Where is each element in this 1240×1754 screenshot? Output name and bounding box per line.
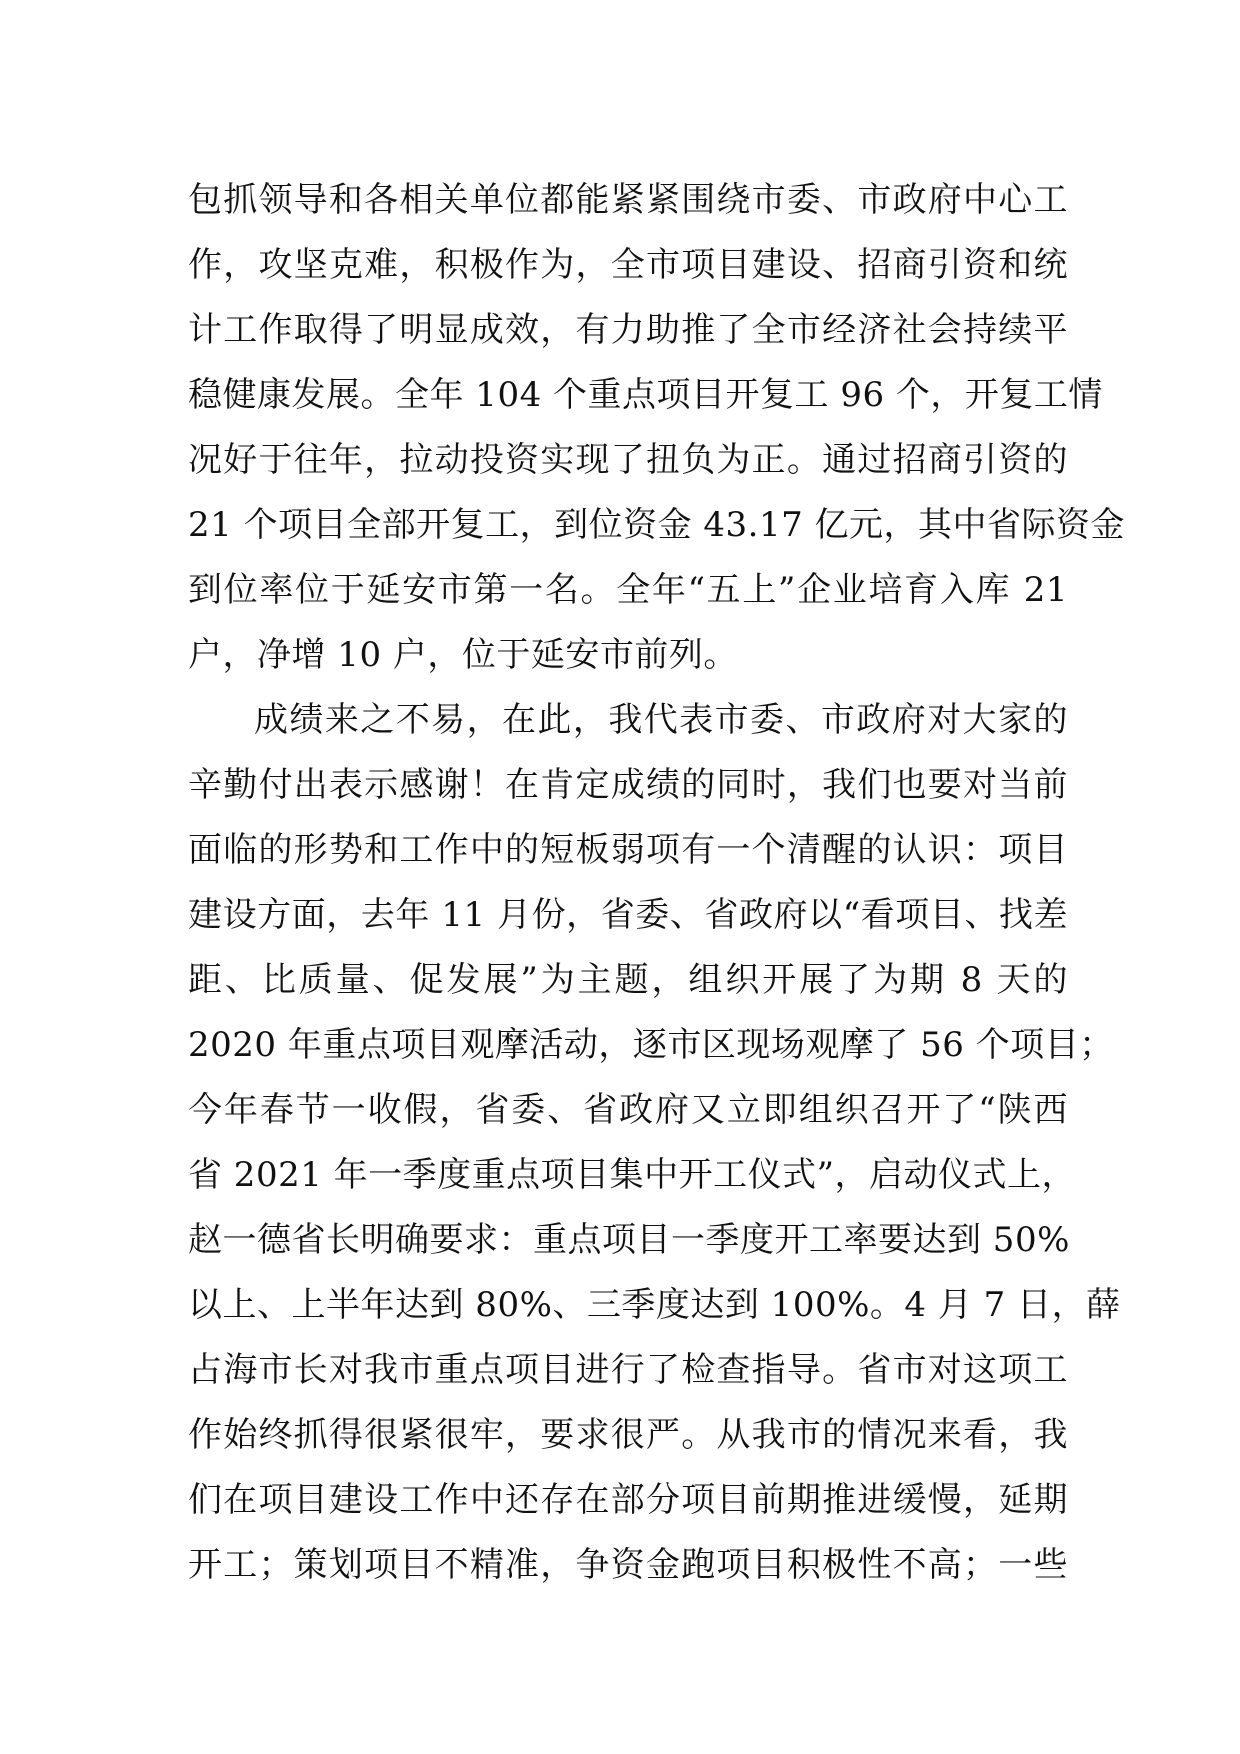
text-line: 包抓领导和各相关单位都能紧紧围绕市委、市政府中心工 <box>188 180 1068 220</box>
paragraph-first-line: 成绩来之不易，在此，我代表市委、市政府对大家的 <box>254 700 1068 740</box>
text-line: 们在项目建设工作中还存在部分项目前期推进缓慢，延期 <box>188 1480 1068 1520</box>
text-line: 以上、上半年达到 80%、三季度达到 100%。4 月 7 日，薛 <box>188 1285 1121 1325</box>
text-line: 作，攻坚克难，积极作为，全市项目建设、招商引资和统 <box>188 245 1068 285</box>
text-line: 况好于往年，拉动投资实现了扭负为正。通过招商引资的 <box>188 440 1068 480</box>
text-line: 21 个项目全部开复工，到位资金 43.17 亿元，其中省际资金 <box>188 505 1126 545</box>
text-line: 户，净增 10 户，位于延安市前列。 <box>188 635 738 675</box>
text-line: 作始终抓得很紧很牢，要求很严。从我市的情况来看，我 <box>188 1415 1068 1455</box>
text-line: 建设方面，去年 11 月份，省委、省政府以“看项目、找差 <box>188 895 1068 935</box>
body-text <box>188 168 1126 1598</box>
text-line: 计工作取得了明显成效，有力助推了全市经济社会持续平 <box>188 310 1068 350</box>
text-line: 距、比质量、促发展”为主题，组织开展了为期 8 天的 <box>188 960 1068 1000</box>
text-line: 稳健康发展。全年 104 个重点项目开复工 96 个，开复工情 <box>188 375 1103 415</box>
text-line: 2020 年重点项目观摩活动，逐市区现场观摩了 56 个项目； <box>188 1025 1114 1065</box>
text-line: 赵一德省长明确要求：重点项目一季度开工率要达到 50% <box>188 1220 1070 1260</box>
text-line: 开工；策划项目不精准，争资金跑项目积极性不高；一些 <box>188 1545 1068 1585</box>
text-line: 今年春节一收假，省委、省政府又立即组织召开了“陕西 <box>188 1090 1068 1130</box>
text-line: 到位率位于延安市第一名。全年“五上”企业培育入库 21 <box>188 570 1068 610</box>
text-line: 省 2021 年一季度重点项目集中开工仪式”，启动仪式上， <box>188 1155 1077 1195</box>
text-line: 辛勤付出表示感谢！在肯定成绩的同时，我们也要对当前 <box>188 765 1068 805</box>
text-line: 占海市长对我市重点项目进行了检查指导。省市对这项工 <box>188 1350 1068 1390</box>
text-line: 面临的形势和工作中的短板弱项有一个清醒的认识：项目 <box>188 830 1068 870</box>
